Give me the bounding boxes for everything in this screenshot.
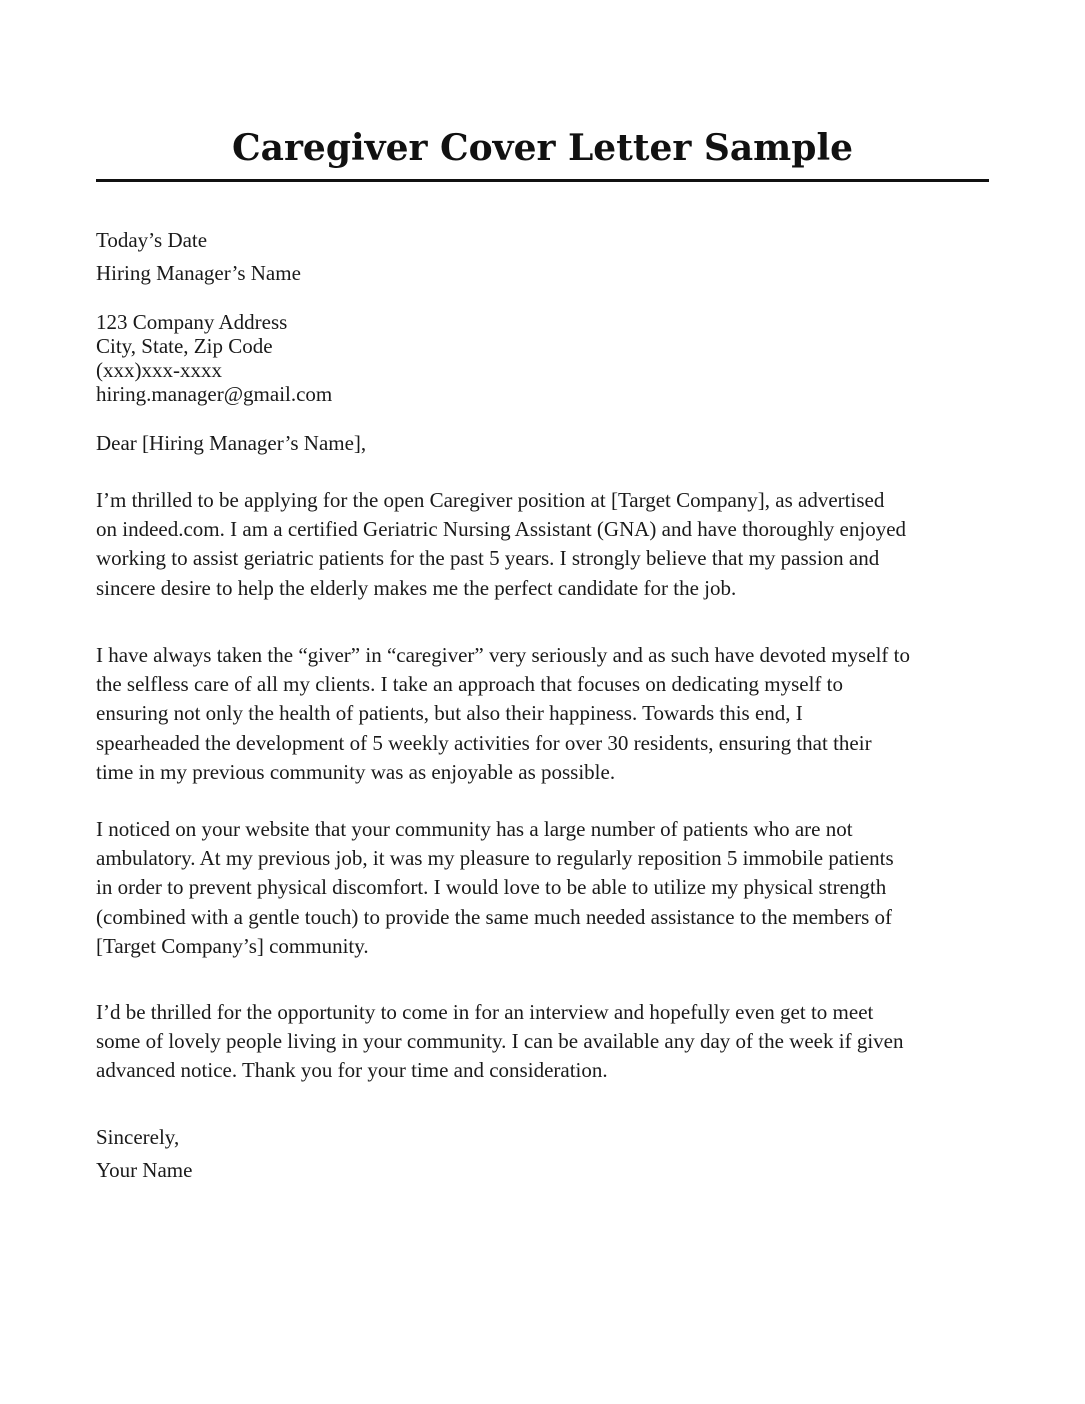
body-paragraph-4 [96, 998, 996, 1086]
paragraph-line: I noticed on your website that your community has a large number of patients who are not [96, 817, 853, 841]
paragraph-line: time in my previous community was as enjoyable as possible. [96, 759, 616, 784]
page-title: Caregiver Cover Letter Sample [231, 127, 854, 169]
company-address: 123 Company Address [96, 310, 288, 334]
phone-number: (xxx)xxx-xxxx [96, 358, 222, 382]
paragraph-line: sincere desire to help the elderly makes me the perfect candidate for the job. [96, 575, 737, 600]
paragraph-line: ambulatory. At my previous job, it was my pleasure to regularly reposition 5 immobile patients [96, 846, 894, 871]
paragraph-line: on indeed.com. I am a certified Geriatric Nursing Assistant (GNA) and have thoroughly enjoyed [96, 517, 907, 542]
paragraph-line: some of lovely people living in your community. I can be available any day of the week if given [96, 1029, 904, 1054]
paragraph-line: I’d be thrilled for the opportunity to come in for an interview and hopefully even get to meet [96, 1000, 874, 1024]
paragraph-line: I have always taken the “giver” in “caregiver” very seriously and as such have devoted myself to [96, 643, 911, 667]
body-paragraph-1 [96, 486, 996, 603]
paragraph-line: advanced notice. Thank you for your time and consideration. [96, 1058, 608, 1083]
body-paragraph-2 [96, 641, 996, 787]
body-paragraph-3 [96, 815, 996, 961]
title-divider [96, 179, 989, 182]
signature-name: Your Name [96, 1158, 193, 1182]
paragraph-line: working to assist geriatric patients for the past 5 years. I strongly believe that my passion and [96, 546, 880, 571]
closing: Sincerely, [96, 1125, 180, 1149]
date-line: Today’s Date [96, 228, 208, 252]
paragraph-line: I’m thrilled to be applying for the open Caregiver position at [Target Company], as advertised [96, 488, 885, 512]
city-state-zip: City, State, Zip Code [96, 334, 273, 358]
paragraph-line: ensuring not only the health of patients, but also their happiness. Towards this end, I [96, 701, 803, 726]
paragraph-line: (combined with a gentle touch) to provide the same much needed assistance to the members of [96, 904, 893, 929]
email-address: hiring.manager@gmail.com [96, 382, 333, 406]
salutation: Dear [Hiring Manager’s Name], [96, 431, 367, 455]
hiring-manager-name: Hiring Manager’s Name [96, 261, 301, 285]
paragraph-line: in order to prevent physical discomfort. I would love to be able to utilize my physical strength [96, 875, 887, 900]
paragraph-line: [Target Company’s] community. [96, 933, 369, 958]
paragraph-line: spearheaded the development of 5 weekly activities for over 30 residents, ensuring that their [96, 730, 872, 755]
paragraph-line: the selfless care of all my clients. I take an approach that focuses on dedicating myself to [96, 672, 843, 697]
